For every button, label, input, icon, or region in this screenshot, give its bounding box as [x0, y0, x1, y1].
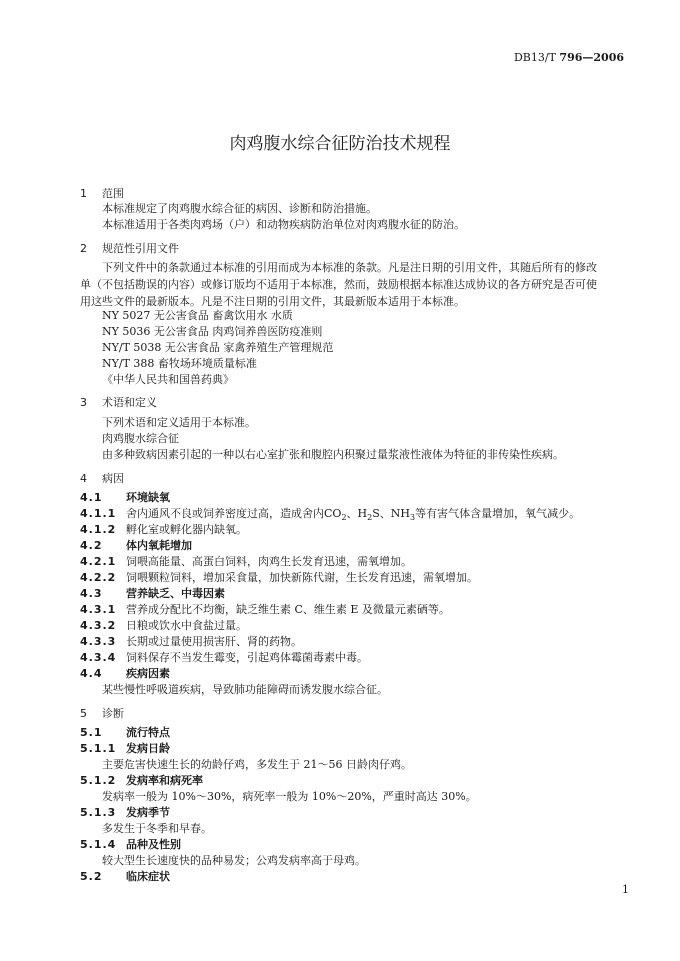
- subsection-5-1-2: 5.1.2 发病率和病死率: [80, 774, 203, 787]
- subsection-5-1-2-text: 发病率一般为 10%～30%，病死率一般为 10%～20%，严重时高达 30%。: [102, 790, 477, 803]
- reference-item: NY 5027 无公害食品 畜禽饮用水 水质: [102, 309, 293, 322]
- document-title: 肉鸡腹水综合征防治技术规程: [229, 134, 451, 154]
- clause-4-2-1: 4.2.1 饲喂高能量、高蛋白饲料，肉鸡生长发育迅速，需氧增加。: [80, 555, 412, 568]
- section-1-para-2: 本标准适用于各类肉鸡场（户）和动物疾病防治单位对肉鸡腹水征的防治。: [102, 218, 465, 231]
- reference-item: NY/T 5038 无公害食品 家禽养殖生产管理规范: [102, 341, 334, 354]
- subsection-5-1-3: 5.1.3 发病季节: [80, 806, 170, 819]
- section-3-intro: 下列术语和定义适用于本标准。: [102, 416, 256, 429]
- standard-number: 796—2006: [559, 51, 624, 64]
- subsection-4-2: 4.2 体内氧耗增加: [80, 539, 192, 552]
- section-2-para: 下列文件中的条款通过本标准的引用而成为本标准的条款。凡是注日期的引用文件，其随后所有的修改单（不包括勘误的内容）或修订版均不适用于本标准，然而，鼓励根据本标准达成协议的各方研究是否可使用这些文件的最新版本。凡是不注日期的引用文件，其最新版本适用于本标准。: [80, 261, 597, 308]
- clause-4-2-2: 4.2.2 饲喂颗粒饲料，增加采食量，加快新陈代谢，生长发育迅速，需氧增加。: [80, 571, 478, 584]
- subsection-4-3: 4.3 营养缺乏、中毒因素: [80, 587, 225, 600]
- clause-4-3-1: 4.3.1 营养成分配比不均衡，缺乏维生素 C、维生素 E 及微量元素硒等。: [80, 603, 450, 616]
- section-1-heading: 1 范围: [80, 187, 124, 200]
- standard-code: DB13/T: [513, 51, 556, 64]
- subsection-4-1: 4.1 环境缺氧: [80, 491, 170, 504]
- page-number: 1: [622, 883, 629, 896]
- subsection-5-1-1-text: 主要危害快速生长的幼龄仔鸡，多发生于 21～56 日龄肉仔鸡。: [102, 758, 412, 771]
- clause-4-1-1: 4.1.1 舍内通风不良或饲养密度过高，造成舍内$CO_2$、$H_2S$、$NH_3$等有害气体含量增加，氧气减少。: [80, 507, 581, 523]
- section-4-heading: 4 病因: [80, 472, 124, 485]
- term-definition: 由多种致病因素引起的一种以右心室扩张和腹腔内积聚过量浆液性液体为特征的非传染性疾病。: [102, 448, 564, 461]
- term-name: 肉鸡腹水综合征: [102, 432, 179, 445]
- subsection-4-4: 4.4 疾病因素: [80, 667, 170, 680]
- subsection-5-1: 5.1 流行特点: [80, 726, 170, 739]
- clause-4-1-2: 4.1.2 孵化室或孵化器内缺氧。: [80, 523, 247, 536]
- section-3-heading: 3 术语和定义: [80, 396, 157, 409]
- document-code: [514, 51, 624, 64]
- subsection-5-1-4-text: 较大型生长速度快的品种易发；公鸡发病率高于母鸡。: [102, 854, 366, 867]
- subsection-4-4-text: 某些慢性呼吸道疾病，导致肺功能障碍而诱发腹水综合征。: [102, 683, 388, 696]
- clause-4-3-2: 4.3.2 日粮或饮水中食盐过量。: [80, 619, 247, 632]
- section-2-heading: 2 规范性引用文件: [80, 242, 179, 255]
- clause-4-3-3: 4.3.3 长期或过量使用损害肝、肾的药物。: [80, 635, 302, 648]
- subsection-5-2: 5.2 临床症状: [80, 870, 170, 883]
- reference-item: NY/T 388 畜牧场环境质量标准: [102, 357, 257, 370]
- reference-item: 《中华人民共和国兽药典》: [102, 373, 234, 386]
- subsection-5-1-1: 5.1.1 发病日龄: [80, 742, 170, 755]
- reference-item: NY 5036 无公害食品 肉鸡饲养兽医防疫准则: [102, 325, 323, 338]
- subsection-5-1-3-text: 多发生于冬季和早春。: [102, 822, 212, 835]
- section-1-para-1: 本标准规定了肉鸡腹水综合征的病因、诊断和防治措施。: [102, 202, 377, 215]
- section-5-heading: 5 诊断: [80, 707, 124, 720]
- subsection-5-1-4: 5.1.4 品种及性别: [80, 838, 181, 851]
- clause-4-3-4: 4.3.4 饲料保存不当发生霉变，引起鸡体霉菌毒素中毒。: [80, 651, 368, 664]
